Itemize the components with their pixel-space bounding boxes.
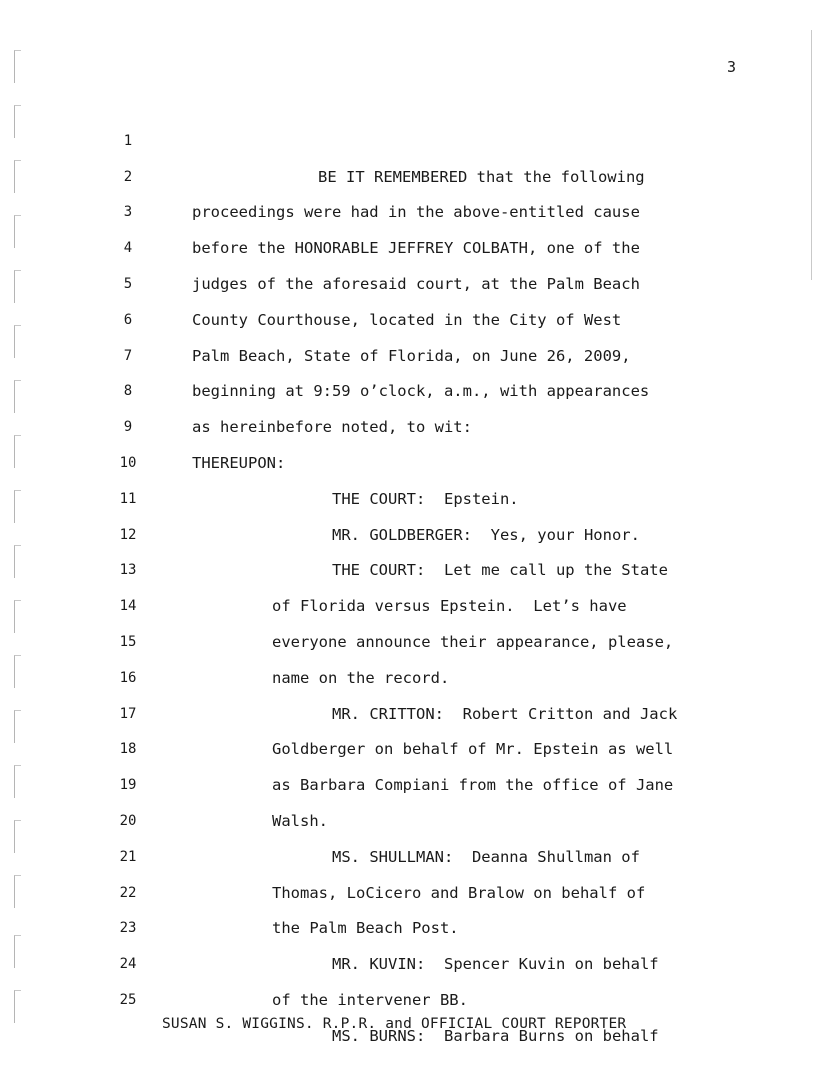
line-text: Thomas, LoCicero and Bralow on behalf of: [272, 883, 646, 902]
line-text: THEREUPON:: [192, 453, 286, 472]
line-number: 18: [119, 741, 137, 758]
line-text: as hereinbefore noted, to wit:: [192, 418, 472, 437]
line-number: 5: [123, 275, 133, 292]
line-number: 17: [119, 705, 137, 722]
line-number: 14: [119, 598, 137, 615]
line-number: 21: [119, 848, 137, 865]
line-text: THE COURT: Let me call up the State: [332, 561, 668, 580]
line-text: THE COURT: Epstein.: [332, 489, 519, 508]
line-number: 15: [119, 633, 137, 650]
line-number: 9: [123, 419, 133, 436]
line-text: of the intervener BB.: [272, 990, 468, 1009]
line-number: 3: [123, 204, 133, 221]
line-text: Palm Beach, State of Florida, on June 26, 2009,: [192, 346, 631, 365]
line-number: 16: [119, 669, 137, 686]
line-text: judges of the aforesaid court, at the Palm Beach: [192, 274, 640, 293]
line-text: proceedings were had in the above-entitled cause: [192, 203, 640, 222]
line-number: 10: [119, 454, 137, 471]
line-number: 4: [123, 240, 133, 257]
line-text: as Barbara Compiani from the office of Jane: [272, 776, 674, 795]
line-number: 24: [119, 956, 137, 973]
line-text: the Palm Beach Post.: [272, 919, 459, 938]
line-text: BE IT REMEMBERED that the following: [318, 167, 645, 186]
line-number: 25: [119, 991, 137, 1008]
line-number: 1: [123, 132, 133, 149]
line-text: MR. GOLDBERGER: Yes, your Honor.: [332, 525, 640, 544]
binding-mark: [14, 50, 21, 83]
line-text: name on the record.: [272, 668, 450, 687]
transcript-line: [0, 88, 817, 186]
line-text: Walsh.: [272, 811, 328, 830]
line-text: before the HONORABLE JEFFREY COLBATH, one of the: [192, 239, 640, 258]
line-number: 22: [119, 884, 137, 901]
line-text: MS. BURNS: Barbara Burns on behalf: [332, 1026, 659, 1045]
line-number: 12: [119, 526, 137, 543]
line-text: Goldberger on behalf of Mr. Epstein as well: [272, 740, 674, 759]
line-number: 8: [123, 383, 133, 400]
line-text: MS. SHULLMAN: Deanna Shullman of: [332, 847, 640, 866]
line-text: County Courthouse, located in the City of West: [192, 310, 622, 329]
line-text: everyone announce their appearance, please,: [272, 632, 674, 651]
line-text: beginning at 9:59 o’clock, a.m., with appearances: [192, 382, 650, 401]
line-number: 23: [119, 920, 137, 937]
court-reporter-footer: SUSAN S. WIGGINS. R.P.R. and OFFICIAL COURT REPORTER: [162, 1016, 627, 1032]
line-text: MR. KUVIN: Spencer Kuvin on behalf: [332, 955, 659, 974]
line-number: 19: [119, 777, 137, 794]
line-number: 20: [119, 812, 137, 829]
line-text: MR. CRITTON: Robert Critton and Jack: [332, 704, 678, 723]
line-number: 6: [123, 311, 133, 328]
line-number: 11: [119, 490, 137, 507]
line-number: 7: [123, 347, 133, 364]
page-number: 3: [727, 58, 737, 76]
line-number: 2: [123, 168, 133, 185]
line-number: 13: [119, 562, 137, 579]
line-text: of Florida versus Epstein. Let’s have: [272, 597, 627, 616]
